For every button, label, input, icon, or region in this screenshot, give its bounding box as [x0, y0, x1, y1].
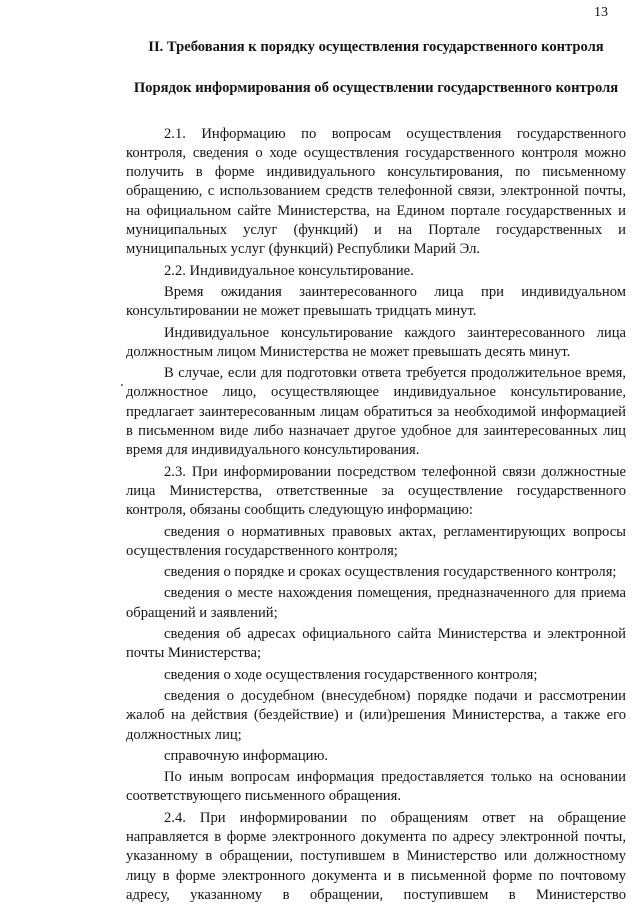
subsection-title: Порядок информирования об осуществлении государственного контроля [133, 80, 619, 97]
list-item-procedure-terms: сведения о порядке и сроках осуществления государственного контроля; [164, 564, 617, 581]
paragraph-2-2: 2.2. Индивидуальное консультирование. [164, 262, 414, 279]
paragraph-2-3: 2.3. При информировании посредством телефонной связи должностные лица Министерства, ответственные за осуществление государственного контроля, обязаны сообщить следующую информацию: [126, 463, 626, 519]
page-number: 13 [594, 5, 608, 20]
paragraph-other-questions: По иным вопросам информация предоставляется только на основании соответствующего письменного обращения. [126, 769, 626, 805]
list-item-addresses: сведения об адресах официального сайта Министерства и электронной почты Министерства; [126, 626, 626, 662]
paragraph-waiting-time: Время ожидания заинтересованного лица при индивидуальном консультировании не может превышать тридцать минут. [126, 283, 626, 320]
paragraph-consultation-duration: Индивидуальное консультирование каждого заинтересованного лица должностным лицом Министерства не может превышать десять минут. [126, 324, 626, 360]
list-item-reference-info: справочную информацию. [164, 747, 329, 764]
document-body [126, 38, 626, 907]
list-item-progress: сведения о ходе осуществления государственного контроля; [164, 666, 538, 683]
list-item-legal-acts: сведения о нормативных правовых актах, регламентирующих вопросы осуществления государственного контроля; [126, 523, 626, 559]
margin-mark [121, 384, 123, 386]
list-item-appeals: сведения о досудебном (внесудебном) порядке подачи и рассмотрении жалоб на действия (бездействие) и (или)решения Министерства, а также его должностных лиц; [126, 687, 626, 743]
section-title: II. Требования к порядку осуществления государственного контроля [148, 39, 604, 55]
paragraph-extended-time: В случае, если для подготовки ответа требуется продолжительное время, должностное лицо, осуществляющее индивидуальное консультирование, предлагает заинтересованным лицам обратиться за необходимой информацией в письменном виде либо назначает другое удобное для заинтересованных лиц время для индивидуального консультирования. [126, 365, 626, 459]
list-item-location: сведения о месте нахождения помещения, предназначенного для приема обращений и заявлений; [126, 585, 626, 621]
paragraph-2-4: 2.4. При информировании по обращениям ответ на обращение направляется в форме электронного документа по адресу электронной почты, указанному в обращении, поступившем в Министерство или должностному лицу в форме электронного документа и в письменной форме по почтовому адресу, указанному в обращении, поступившем в Министерство [126, 809, 626, 903]
paragraph-2-1: 2.1. Информацию по вопросам осуществления государственного контроля, сведения о ходе осуществления государственного контроля можно получить в форме индивидуального консультирования, по письменному обращению, с использованием средств телефонной связи, электронной почты, на официальном сайте Министерства, на Едином портале государственных и муниципальных услуг (функций) и на Портале государственных и муниципальных услуг (функций) Республики Марий Эл. [126, 125, 626, 258]
